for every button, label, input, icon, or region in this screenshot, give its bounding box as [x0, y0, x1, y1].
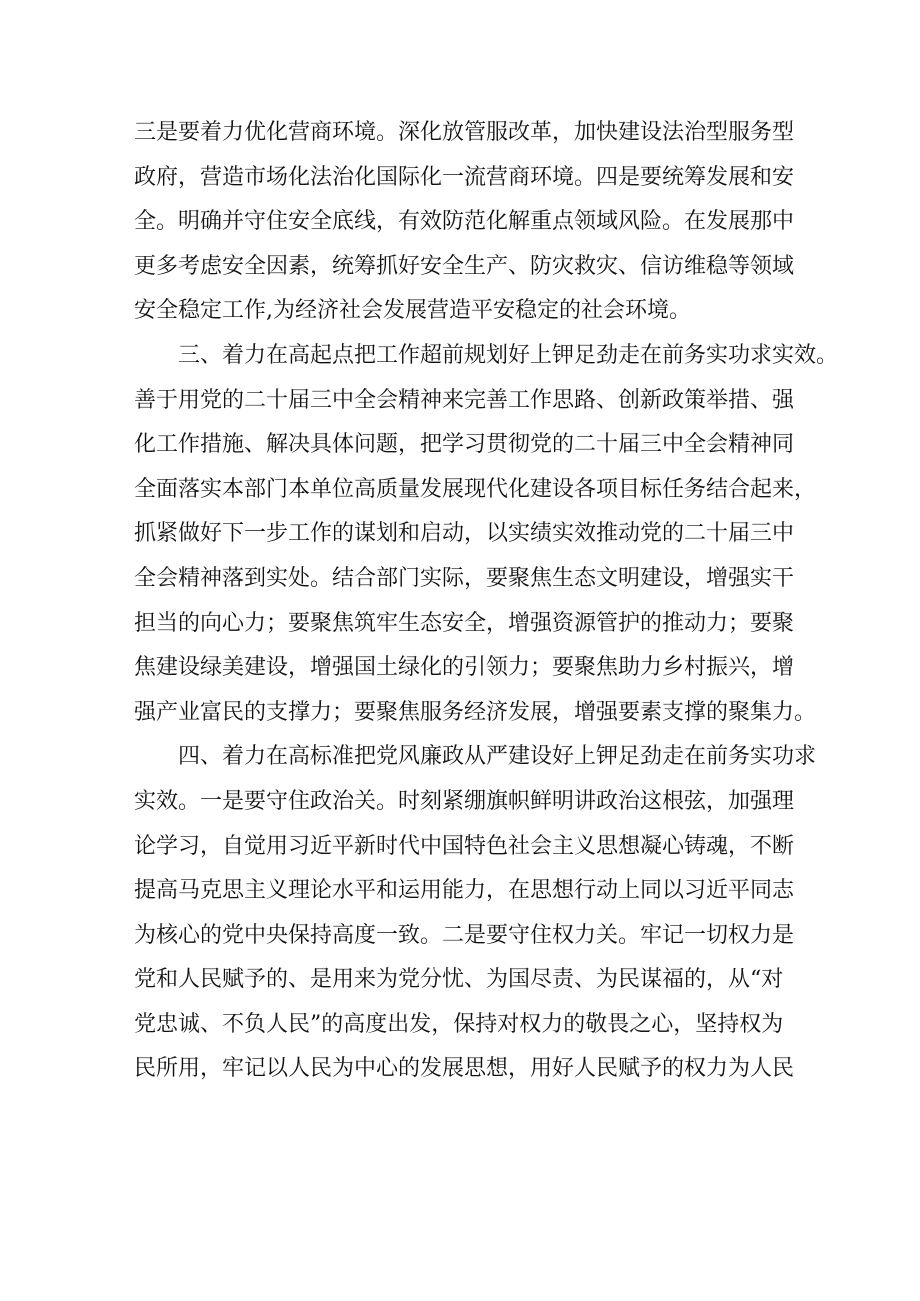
text-line: 政府，营造市场化法治化国际化一流营商环境。四是要统筹发展和安 [134, 164, 795, 190]
text-line: 党和人民赋予的、是用来为党分忧、为国尽责、为民谋福的，从“对 [134, 967, 784, 993]
text-line: 化工作措施、解决具体问题，把学习贯彻党的二十届三中全会精神同 [134, 432, 795, 458]
text-line: 更多考虑安全因素，统筹抓好安全生产、防灾救灾、信访维稳等领域 [134, 253, 795, 279]
text-line: 为核心的党中央保持高度一致。二是要守住权力关。牢记一切权力是 [134, 922, 795, 948]
text-line: 三是要着力优化营商环境。深化放管服改革，加快建设法治型服务型 [134, 120, 795, 145]
text-line: 实效。一是要守住政治关。时刻紧绷旗帜鲜明讲政治这根弦，加强理 [134, 788, 795, 814]
text-line: 民所用，牢记以人民为中心的发展思想，用好人民赋予的权力为人民 [134, 1056, 795, 1082]
text-line: 善于用党的二十届三中全会精神来完善工作思路、创新政策举措、强 [134, 387, 795, 413]
text-line: 焦建设绿美建设，增强国土绿化的引领力；要聚焦助力乡村振兴，增 [134, 655, 795, 681]
text-line: 全。明确并守住安全底线，有效防范化解重点领域风险。在发展那中 [134, 209, 795, 235]
text-line: 全会精神落到实处。结合部门实际，要聚焦生态文明建设，增强实干 [134, 565, 795, 591]
section-heading-line: 三、着力在高起点把工作超前规划好上钾足劲走在前务实功求实效。 [134, 342, 839, 368]
text-line: 强产业富民的支撑力；要聚焦服务经济发展，增强要素支撑的聚集力。 [134, 699, 817, 725]
text-line: 提高马克思主义理论水平和运用能力，在思想行动上同以习近平同志 [134, 878, 795, 904]
text-line: 论学习，自觉用习近平新时代中国特色社会主义思想凝心铸魂，不断 [134, 833, 795, 859]
text-line: 担当的向心力；要聚焦筑牢生态安全，增强资源管护的推动力；要聚 [134, 610, 795, 636]
section-heading-line: 四、着力在高标准把党风廉政从严建设好上钾足劲走在前务实功求 [134, 744, 817, 770]
text-line: 抓紧做好下一步工作的谋划和启动，以实绩实效推动党的二十届三中 [134, 521, 795, 547]
text-line: 全面落实本部门本单位高质量发展现代化建设各项目标任务结合起来， [134, 476, 817, 502]
text-line: 党忠诚、不负人民”的高度出发，保持对权力的敬畏之心，坚持权为 [134, 1011, 784, 1037]
document-body [134, 111, 839, 1092]
text-line: 安全稳定工作,为经济社会发展营造平安稳定的社会环境。 [134, 298, 691, 324]
